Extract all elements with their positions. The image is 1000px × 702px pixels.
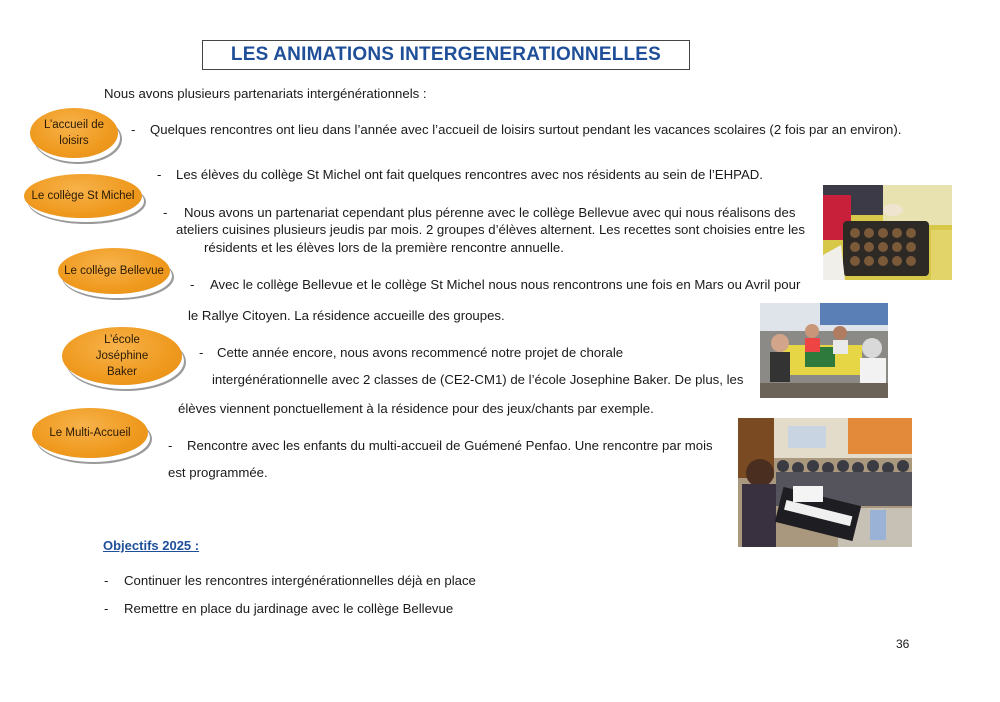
objectifs-heading: Objectifs 2025 : [103,538,200,553]
page-number: 36 [896,637,910,651]
paragraph-bellevue-line-3: résidents et les élèves lors de la première rencontre annuelle. [204,240,564,255]
bullet-dash: - [157,167,162,182]
photo-cooking-workshop [823,185,952,280]
bubble-college-bellevue [58,248,170,294]
paragraph-multi-line-2: est programmée. [168,465,268,480]
bullet-dash: - [104,573,109,588]
objectif-item-2: Remettre en place du jardinage avec le collège Bellevue [124,601,454,616]
bullet-dash: - [199,345,204,360]
bubble-multi-accueil [32,408,148,458]
paragraph-ecole-line-2: intergénérationnelle avec 2 classes de (CE2-CM1) de l’école Josephine Baker. De plus, les [212,372,744,387]
page-title: LES ANIMATIONS INTERGENERATIONNELLES [202,40,690,70]
bubble-ecole-line-1: L’école [104,334,140,346]
bullet-dash: - [168,438,173,453]
bubble-bellevue-label: Le collège Bellevue [64,265,164,277]
bubble-accueil-line-2: loisirs [59,135,89,147]
bubble-accueil-line-1: L’accueil de [43,119,105,131]
bubble-multi-label: Le Multi-Accueil [49,427,131,439]
paragraph-bellevue-line-1: Nous avons un partenariat cependant plus pérenne avec le collège Bellevue avec qui nous réalisons des [184,205,796,220]
bubble-accueil-de-loisirs [30,108,118,158]
bubble-ecole-josephine-baker [62,327,182,385]
paragraph-ecole-line-3: élèves viennent ponctuellement à la résidence pour des jeux/chants par exemple. [178,401,654,416]
photo-choir-piano [738,418,912,547]
objectif-item-1: Continuer les rencontres intergénérationnelles déjà en place [124,573,476,588]
paragraph-ecole-line-1: Cette année encore, nous avons recommencé notre projet de chorale [217,345,624,360]
paragraph-bellevue-line-2: ateliers cuisines plusieurs jeudis par mois. 2 groupes d’élèves alternent. Les recettes sont choisies entre les [176,222,805,237]
bubble-ecole-line-2: Joséphine [95,350,149,362]
paragraph-rallye-line-2: le Rallye Citoyen. La résidence accueille des groupes. [188,308,505,323]
paragraph-st-michel: Les élèves du collège St Michel ont fait quelques rencontres avec nos résidents au sein de l’EHPAD. [176,167,763,182]
paragraph-rallye-line-1: Avec le collège Bellevue et le collège St Michel nous nous rencontrons une fois en Mars ou Avril pour [210,277,801,292]
bubble-college-st-michel [24,174,142,218]
bubble-stmichel-label: Le collège St Michel [31,190,135,202]
bullet-dash: - [104,601,109,616]
bullet-dash: - [163,205,168,220]
paragraph-multi-line-1: Rencontre avec les enfants du multi-accueil de Guémené Penfao. Une rencontre par mois [187,438,713,453]
bullet-dash: - [131,122,136,137]
bubble-ecole-line-3: Baker [106,366,138,378]
photo-games-activity [760,303,888,398]
intro-text: Nous avons plusieurs partenariats intergénérationnels : [104,86,427,101]
bullet-dash: - [190,277,195,292]
paragraph-accueil: Quelques rencontres ont lieu dans l’année avec l’accueil de loisirs surtout pendant les vacances scolaires (2 fois par an environ). [150,122,902,137]
